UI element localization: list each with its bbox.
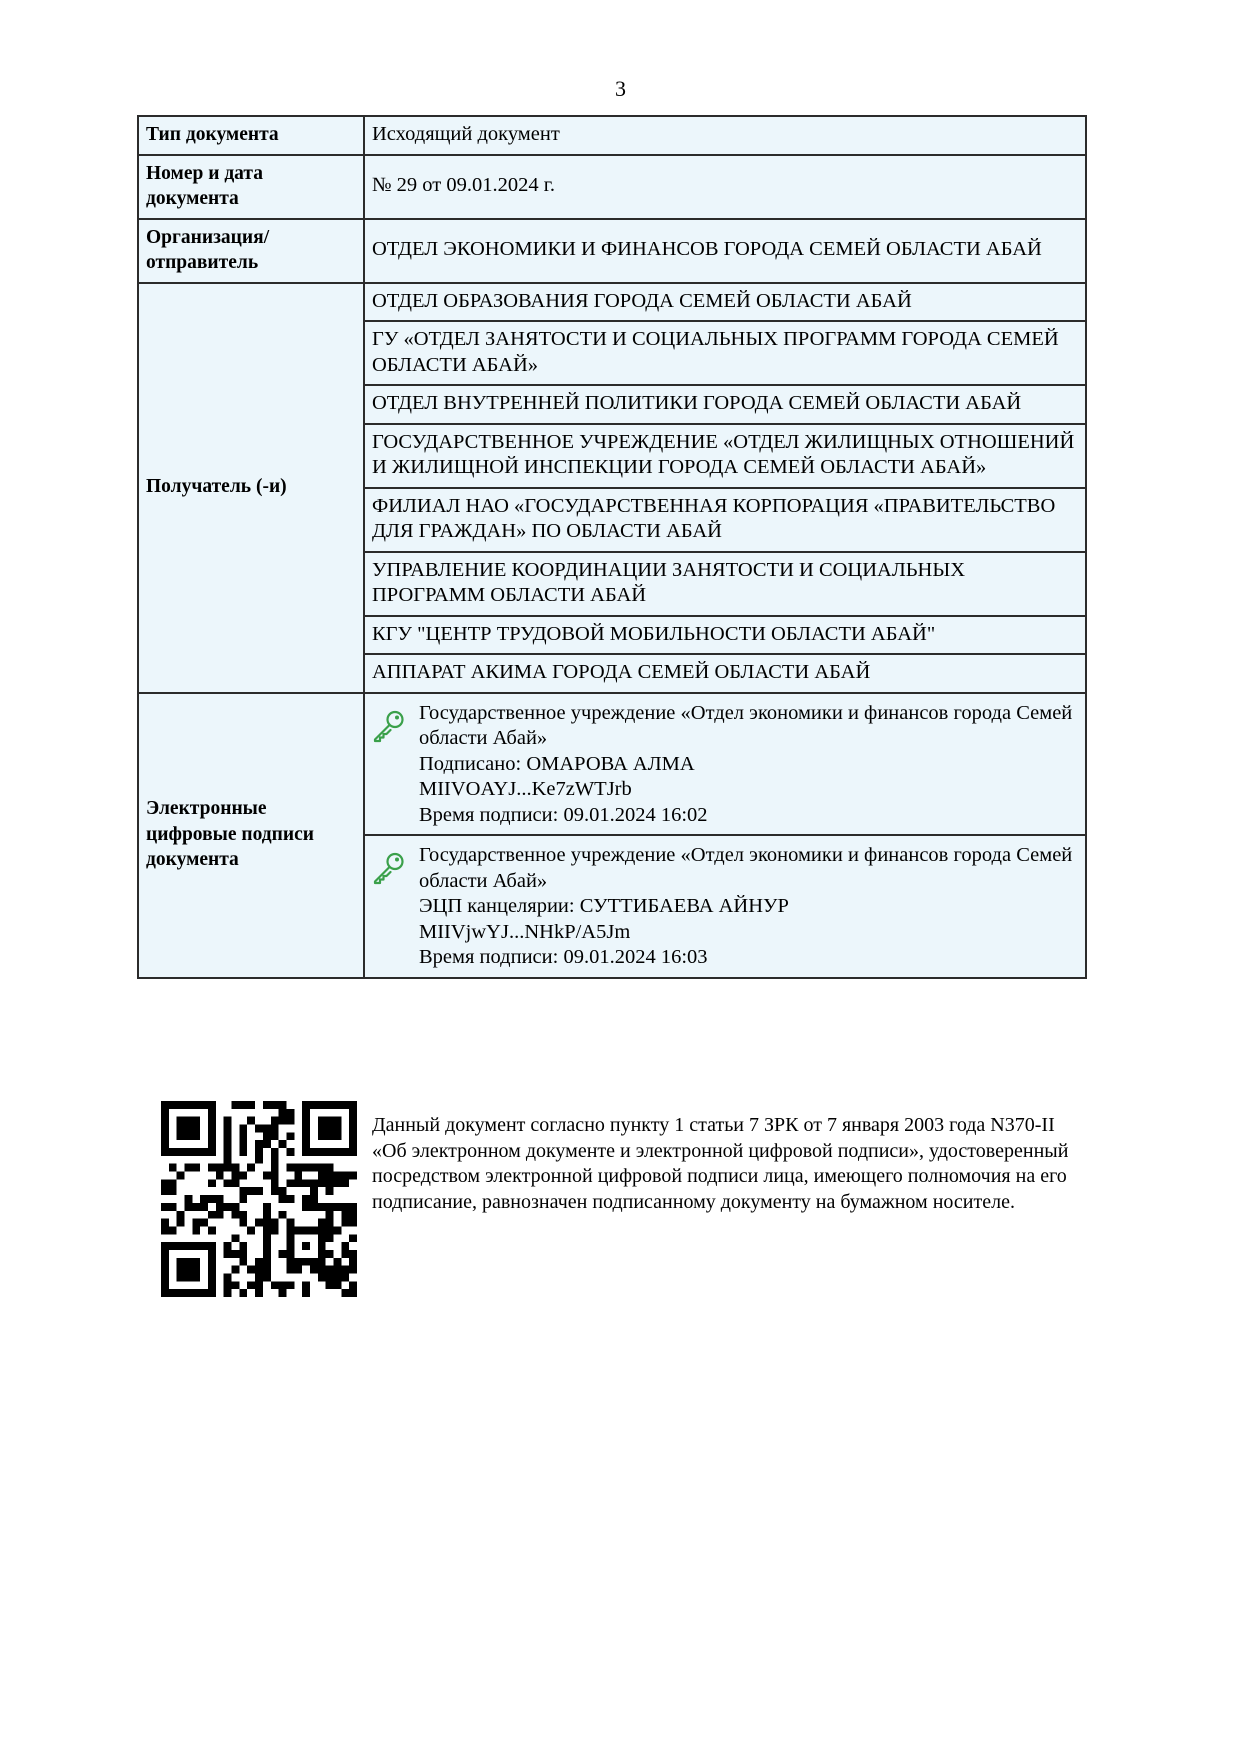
qr-code-icon [161, 1101, 357, 1297]
signature-entry [372, 841, 1078, 971]
signature-signer: Подписано: ОМАРОВА АЛМА [419, 752, 695, 775]
number-date-label: Номер и дата документа [138, 155, 364, 219]
table-row [138, 155, 1086, 219]
recipient-item: АППАРАТ АКИМА ГОРОДА СЕМЕЙ ОБЛАСТИ АБАЙ [364, 654, 1086, 693]
signature-time: Время подписи: 09.01.2024 16:02 [419, 803, 708, 826]
signature-cell [364, 693, 1086, 836]
table-row [138, 116, 1086, 155]
signature-cell [364, 835, 1086, 978]
signature-entry [372, 699, 1078, 829]
signature-org: Государственное учреждение «Отдел экономики и финансов города Семей области Абай» [419, 844, 1073, 892]
signature-org: Государственное учреждение «Отдел экономики и финансов города Семей области Абай» [419, 701, 1073, 749]
recipient-item: ОТДЕЛ ВНУТРЕННЕЙ ПОЛИТИКИ ГОРОДА СЕМЕЙ ОБЛАСТИ АБАЙ [364, 385, 1086, 424]
recipient-item: ОТДЕЛ ОБРАЗОВАНИЯ ГОРОДА СЕМЕЙ ОБЛАСТИ АБАЙ [364, 283, 1086, 322]
signature-signer: ЭЦП канцелярии: СУТТИБАЕВА АЙНУР [419, 895, 789, 917]
table-row [138, 283, 1086, 322]
legal-notice: Данный документ согласно пункту 1 статьи 7 ЗРК от 7 января 2003 года N370-II «Об электронном документе и электронной цифровой подписи», удостоверенный посредством электронной цифровой подписи лица, имеющего полномочия на его подписание, равнозначен подписанному документу на бумажном носителе. [372, 1114, 1069, 1213]
signature-cert: MIIVjwYJ...NHkP/A5Jm [419, 920, 631, 943]
sender-label: Организация/ отправитель [138, 219, 364, 283]
number-date-value: № 29 от 09.01.2024 г. [364, 155, 1086, 219]
recipients-label: Получатель (-и) [138, 283, 364, 693]
recipient-item: ГУ «ОТДЕЛ ЗАНЯТОСТИ И СОЦИАЛЬНЫХ ПРОГРАММ ГОРОДА СЕМЕЙ ОБЛАСТИ АБАЙ» [364, 321, 1086, 385]
doc-type-value: Исходящий документ [364, 116, 1086, 155]
recipient-item: ФИЛИАЛ НАО «ГОСУДАРСТВЕННАЯ КОРПОРАЦИЯ «ПРАВИТЕЛЬСТВО ДЛЯ ГРАЖДАН» ПО ОБЛАСТИ АБАЙ [364, 488, 1086, 552]
table-row [138, 693, 1086, 836]
recipient-item: УПРАВЛЕНИЕ КООРДИНАЦИИ ЗАНЯТОСТИ И СОЦИАЛЬНЫХ ПРОГРАММ ОБЛАСТИ АБАЙ [364, 552, 1086, 616]
key-icon [372, 851, 406, 885]
sender-value: ОТДЕЛ ЭКОНОМИКИ И ФИНАНСОВ ГОРОДА СЕМЕЙ ОБЛАСТИ АБАЙ [364, 219, 1086, 283]
recipient-item: КГУ "ЦЕНТР ТРУДОВОЙ МОБИЛЬНОСТИ ОБЛАСТИ АБАЙ" [364, 616, 1086, 655]
doc-type-label: Тип документа [138, 116, 364, 155]
signature-cert: MIIVOAYJ...Ke7zWTJrb [419, 778, 632, 800]
signatures-label: Электронные цифровые подписи документа [138, 693, 364, 978]
signature-time: Время подписи: 09.01.2024 16:03 [419, 946, 708, 968]
page-number: 3 [615, 76, 626, 101]
recipient-item: ГОСУДАРСТВЕННОЕ УЧРЕЖДЕНИЕ «ОТДЕЛ ЖИЛИЩНЫХ ОТНОШЕНИЙ И ЖИЛИЩНОЙ ИНСПЕКЦИИ ГОРОДА СЕМЕЙ ОБЛАСТИ АБАЙ» [364, 424, 1086, 488]
key-icon [372, 709, 406, 743]
table-row [138, 219, 1086, 283]
document-info-table [137, 115, 1087, 979]
